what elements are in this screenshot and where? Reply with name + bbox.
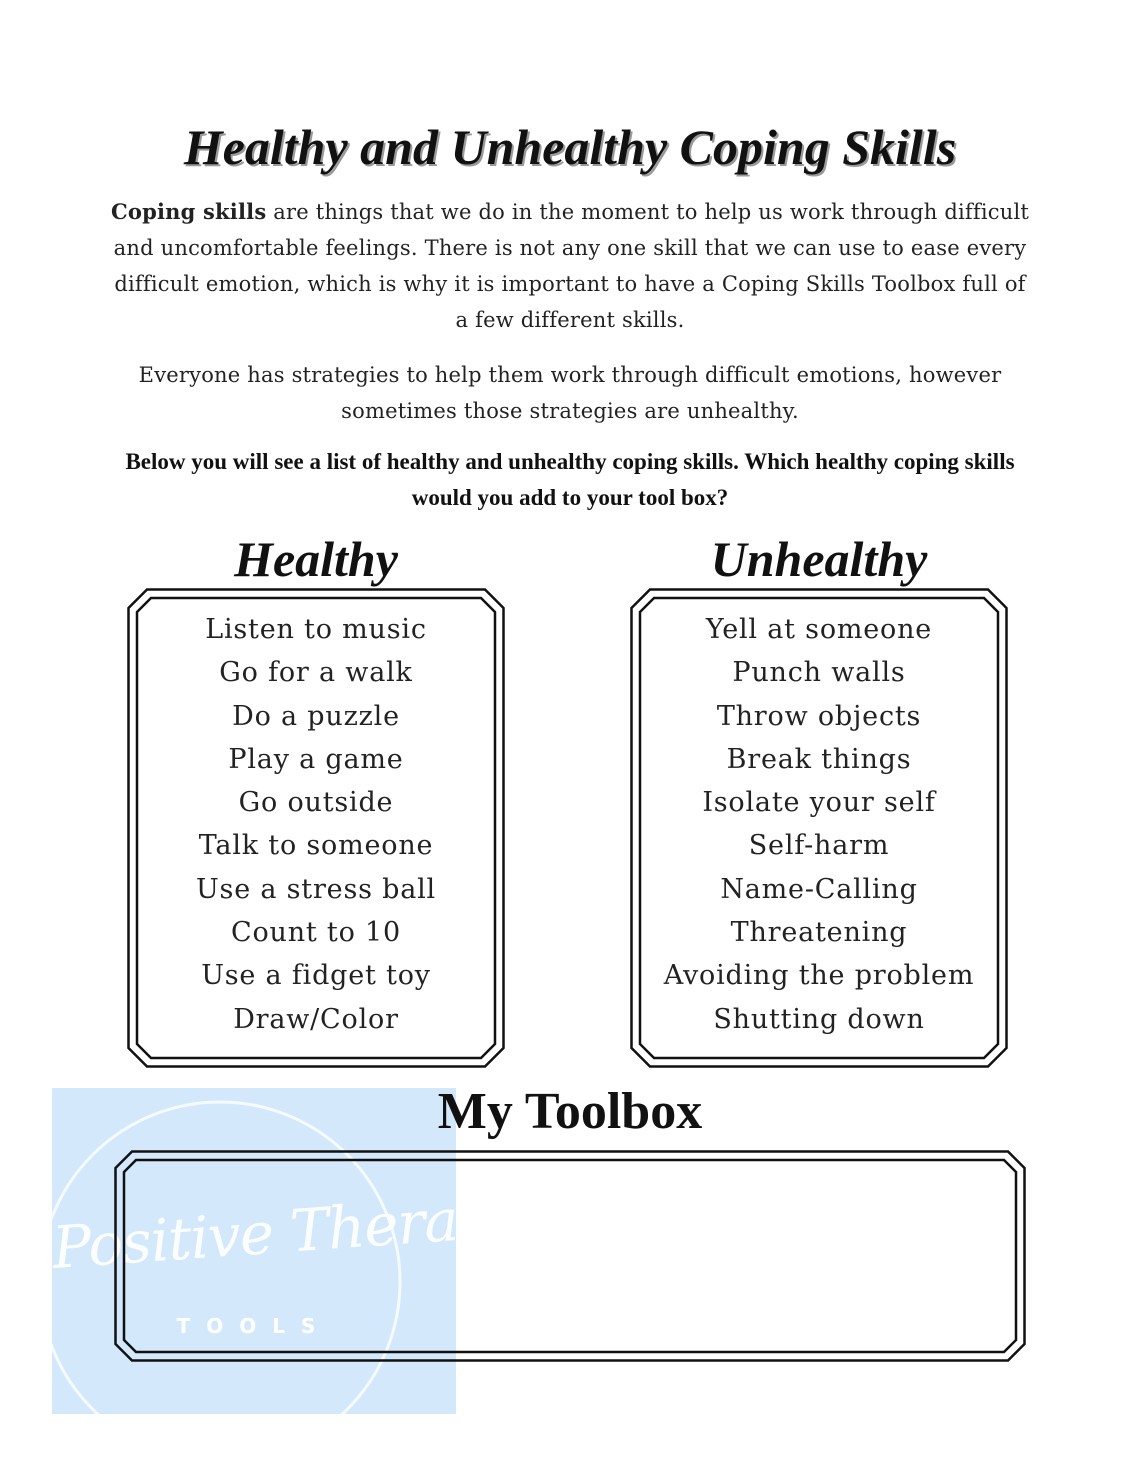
- toolbox-heading: My Toolbox: [437, 1083, 703, 1140]
- page-title: Healthy and Unhealthy Coping Skills: [183, 119, 957, 175]
- strategies-paragraph: Everyone has strategies to help them work through difficult emotions, however sometimes those strategies are unhealthy.: [138, 363, 1002, 423]
- toolbox-box: [114, 1150, 1026, 1362]
- intro-text: are things that we do in the moment to help us work through difficult and uncomfortable feelings. There is not any one skill that we can use to ease every difficult emotion, which is why it is important to have a Coping Skills Toolbox full of a few different skills.: [113, 200, 1030, 332]
- list-item: Talk to someone: [198, 830, 434, 862]
- list-item: Draw/Color: [233, 1003, 399, 1035]
- list-item: Name-Calling: [720, 873, 918, 905]
- unhealthy-heading: Unhealthy: [710, 531, 928, 587]
- list-item: Self-harm: [748, 830, 890, 862]
- healthy-box: [127, 588, 505, 1068]
- list-item: Break things: [726, 743, 912, 775]
- list-item: Punch walls: [732, 657, 906, 689]
- list-item: Threatening: [730, 917, 908, 949]
- list-item: Count to 10: [231, 917, 401, 949]
- list-item: Isolate your self: [702, 787, 936, 819]
- unhealthy-list: [630, 608, 1008, 1041]
- healthy-list: [127, 608, 505, 1041]
- list-item: Go outside: [238, 787, 394, 819]
- instructions-paragraph: Below you will see a list of healthy and unhealthy coping skills. Which healthy coping skills would you add to your tool box?: [125, 449, 1015, 510]
- list-item: Play a game: [228, 743, 404, 775]
- healthy-heading: Healthy: [234, 531, 398, 587]
- list-item: Throw objects: [716, 700, 922, 732]
- list-item: Do a puzzle: [232, 700, 400, 732]
- list-item: Yell at someone: [705, 614, 933, 645]
- list-item: Listen to music: [205, 614, 427, 645]
- list-item: Avoiding the problem: [663, 960, 975, 992]
- list-item: Shutting down: [713, 1003, 925, 1035]
- watermark-logo-text: Positive Therapy: [50, 1181, 528, 1283]
- list-item: Use a fidget toy: [201, 960, 431, 992]
- intro-term: Coping skills: [110, 199, 267, 224]
- list-item: Go for a walk: [219, 657, 413, 689]
- watermark-subtext: TOOLS: [176, 1314, 332, 1338]
- toolbox-box-border: [114, 1150, 1026, 1362]
- intro-paragraph: [110, 194, 1030, 338]
- unhealthy-box: [630, 588, 1008, 1068]
- list-item: Use a stress ball: [196, 873, 436, 905]
